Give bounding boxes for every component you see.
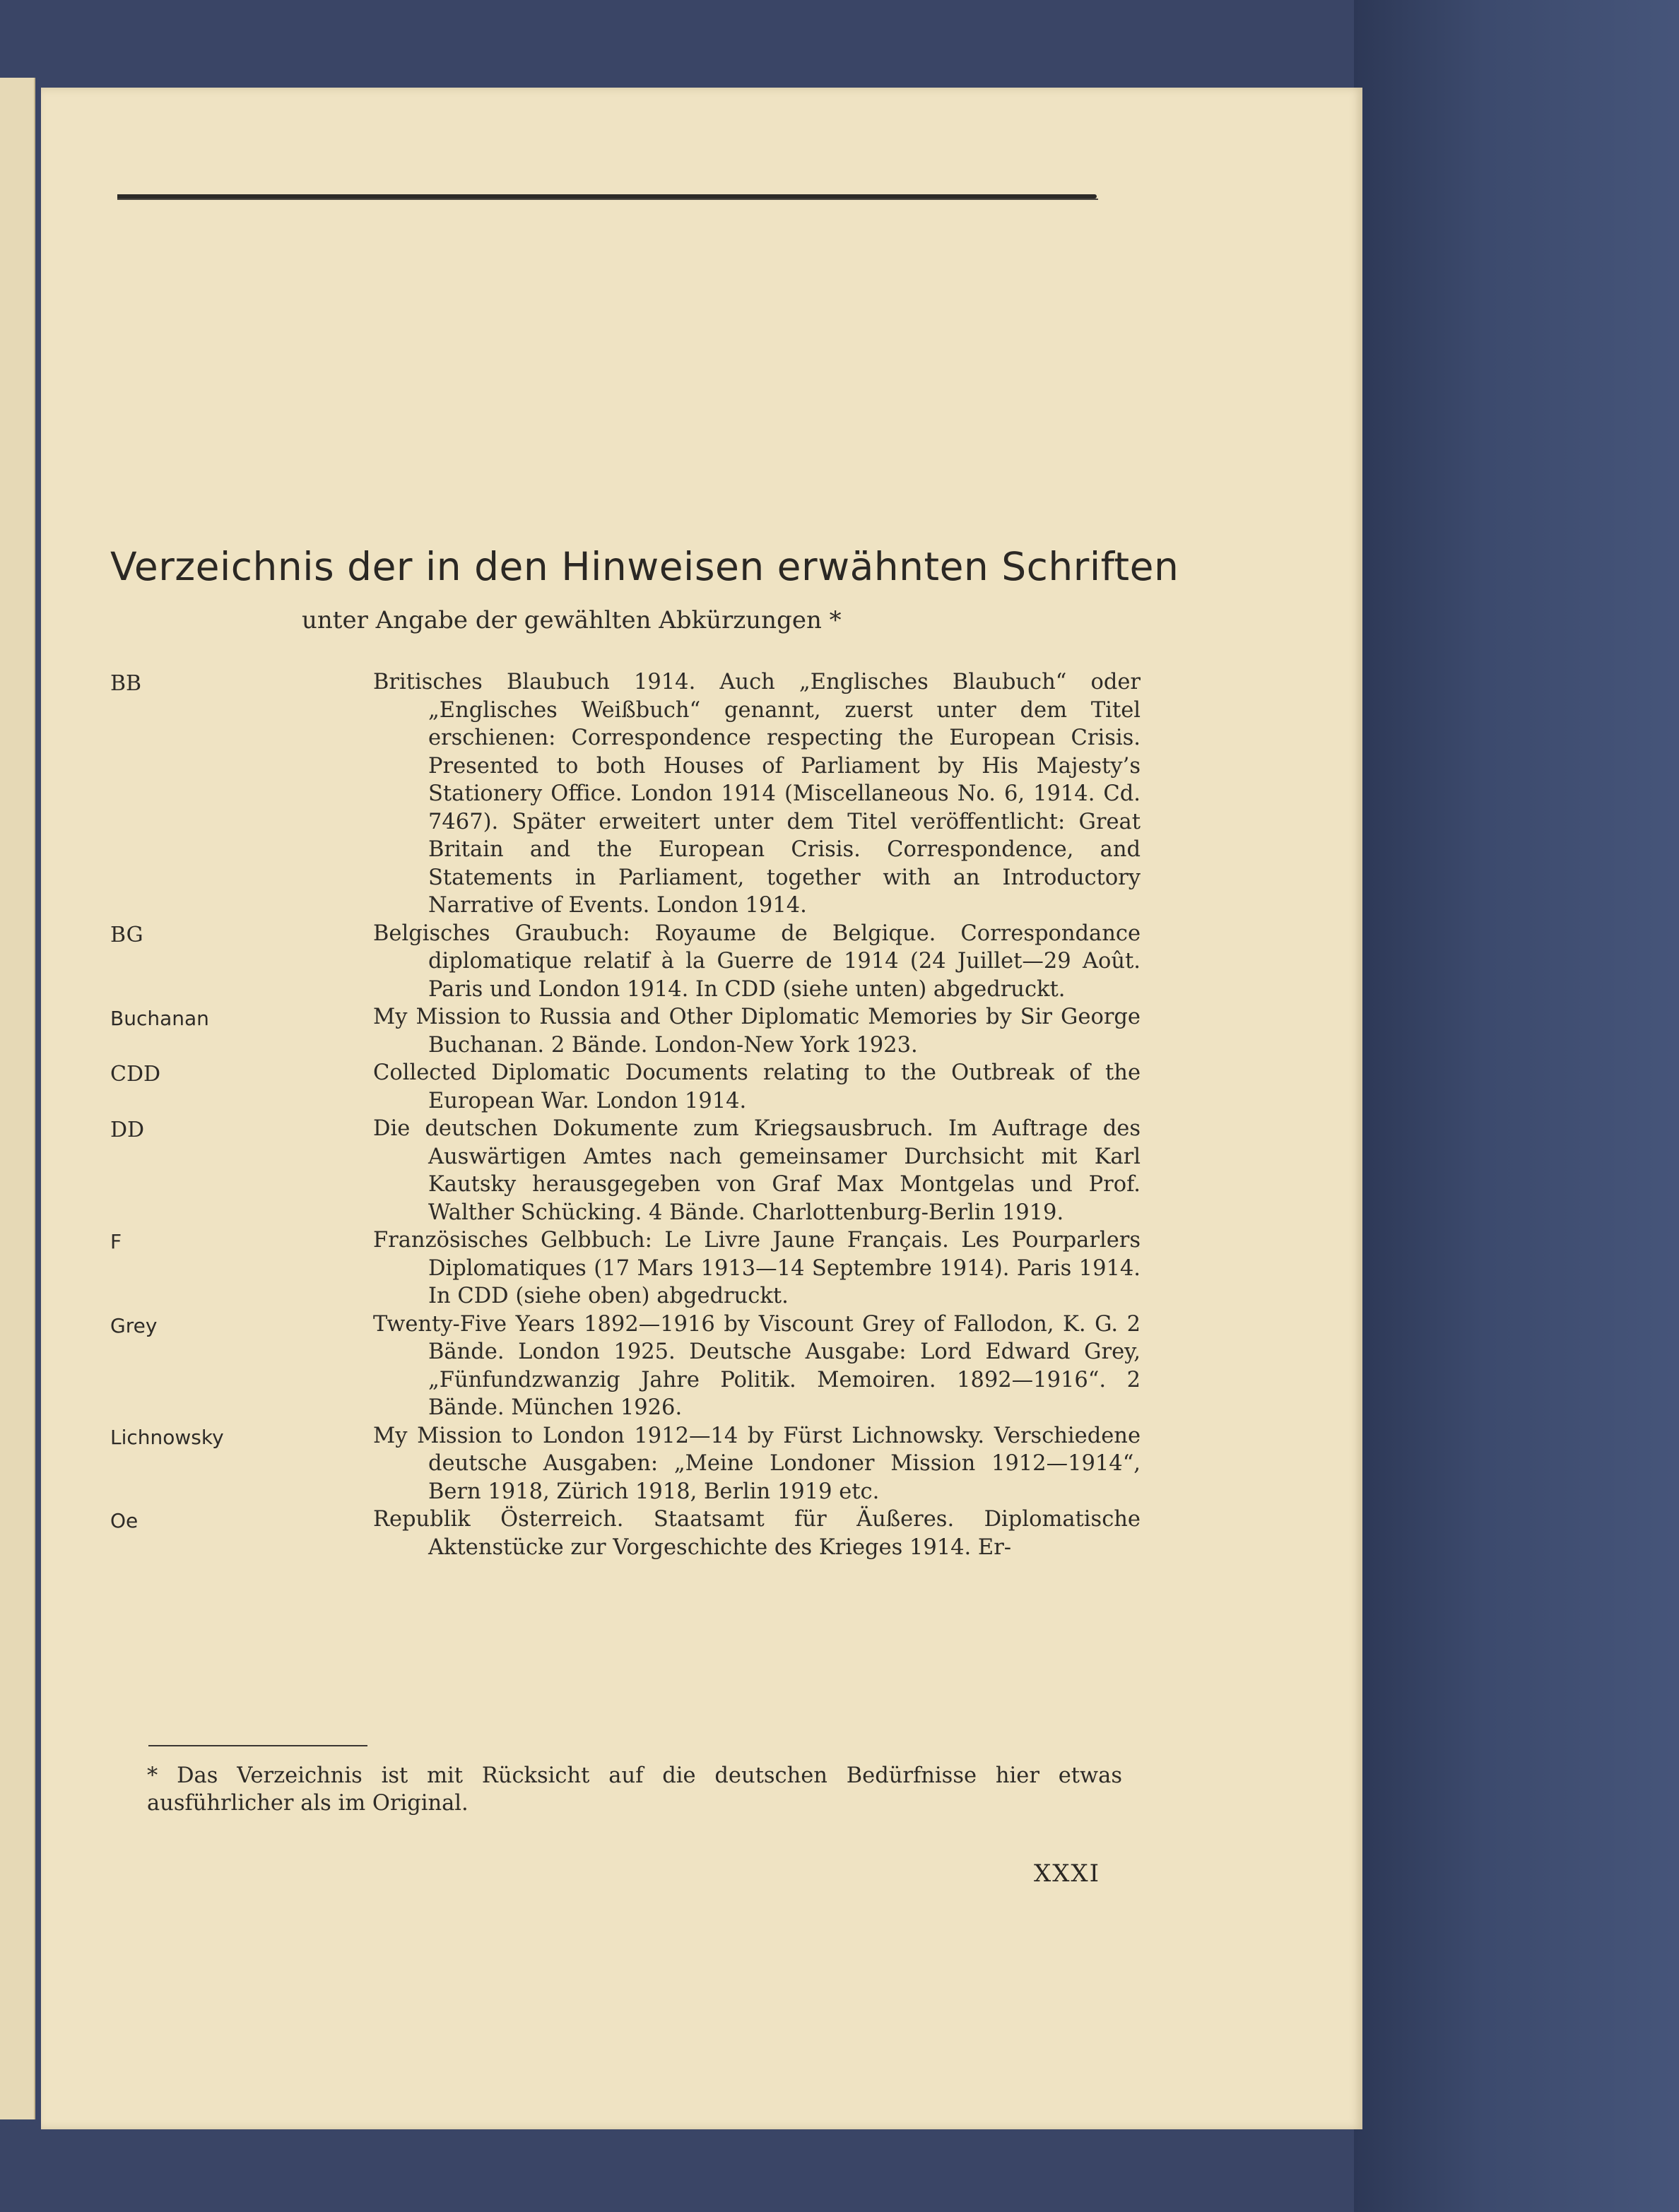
page-subtitle: unter Angabe der gewählten Abkürzungen * [302, 606, 842, 634]
book-cover [1354, 0, 1679, 2212]
list-item [110, 1226, 1141, 1311]
footnote: * Das Verzeichnis ist mit Rücksicht auf die deutschen Bedürfnisse hier etwas ausführlicher als im Original. [147, 1763, 1122, 1816]
page-number: XXXI [1034, 1859, 1101, 1888]
entry-abbreviation: BB [110, 671, 142, 696]
header-rule-thin [117, 199, 1098, 200]
entry-abbreviation: Lichnowsky [110, 1425, 224, 1449]
entry-description: Französisches Gelbbuch: Le Livre Jaune Français. Les Pourparlers Diplomatiques (17 Mars 1913—14 Septembre 1914). Paris 1914. In CDD (siehe oben) abgedruckt. [373, 1228, 1141, 1308]
bibliography-list [110, 668, 1141, 1561]
list-item [110, 1115, 1141, 1226]
entry-abbreviation: Oe [110, 1509, 139, 1532]
entry-abbreviation: CDD [110, 1062, 161, 1087]
list-item [110, 668, 1141, 920]
list-item [110, 920, 1141, 1004]
list-item [110, 1506, 1141, 1561]
entry-abbreviation: Grey [110, 1313, 158, 1337]
list-item [110, 1059, 1141, 1115]
entry-abbreviation: Buchanan [110, 1007, 209, 1030]
entry-description: My Mission to London 1912—14 by Fürst Lichnowsky. Verschiedene deutsche Ausgaben: „Meine Londoner Mission 1912—1914“, Bern 1918, Zürich 1918, Berlin 1919 etc. [373, 1423, 1141, 1504]
entry-abbreviation: F [110, 1230, 122, 1253]
entry-description: Belgisches Graubuch: Royaume de Belgique. Correspondance diplomatique relatif à la Guerre de 1914 (24 Juillet—29 Août. Paris und London 1914. In CDD (siehe unten) abgedruckt. [373, 921, 1141, 1002]
entry-description: Collected Diplomatic Documents relating to the Outbreak of the European War. London 1914. [373, 1060, 1141, 1113]
list-item [110, 1003, 1141, 1059]
entry-description: Die deutschen Dokumente zum Kriegsausbruch. Im Auftrage des Auswärtigen Amtes nach gemeinsamer Durchsicht mit Karl Kautsky herausgegeben von Graf Max Montgelas und Prof. Walther Schücking. 4 Bände. Charlottenburg-Berlin 1919. [373, 1116, 1141, 1225]
entry-abbreviation: DD [110, 1118, 145, 1142]
footnote-rule [148, 1745, 367, 1746]
list-item [110, 1311, 1141, 1422]
entry-description: Britisches Blaubuch 1914. Auch „Englisches Blaubuch“ oder „Englisches Weißbuch“ genannt, zuerst unter dem Titel erschienen: Correspondence respecting the European Crisis. Presented to both Houses of Parliament by His Majesty’s Stationery Office. London 1914 (Miscellaneous No. 6, 1914. Cd. 7467). Später erweitert unter dem Titel veröffentlicht: Great Britain and the European Crisis. Correspondence, and Statements in Parliament, together with an Introductory Narrative of Events. London 1914. [373, 670, 1141, 918]
entry-description: Twenty-Five Years 1892—1916 by Viscount Grey of Fallodon, K. G. 2 Bände. London 1925. Deutsche Ausgabe: Lord Edward Grey, „Fünfundzwanzig Jahre Politik. Memoiren. 1892—1916“. 2 Bände. München 1926. [373, 1311, 1141, 1420]
entry-description: My Mission to Russia and Other Diplomatic Memories by Sir George Buchanan. 2 Bände. London-New York 1923. [373, 1005, 1141, 1058]
entry-abbreviation: BG [110, 922, 143, 947]
page-title: Verzeichnis der in den Hinweisen erwähnten Schriften [110, 544, 1179, 589]
entry-description: Republik Österreich. Staatsamt für Äußeres. Diplomatische Aktenstücke zur Vorgeschichte des Krieges 1914. Er- [373, 1507, 1141, 1560]
list-item [110, 1422, 1141, 1506]
previous-page-edge [0, 78, 35, 2119]
